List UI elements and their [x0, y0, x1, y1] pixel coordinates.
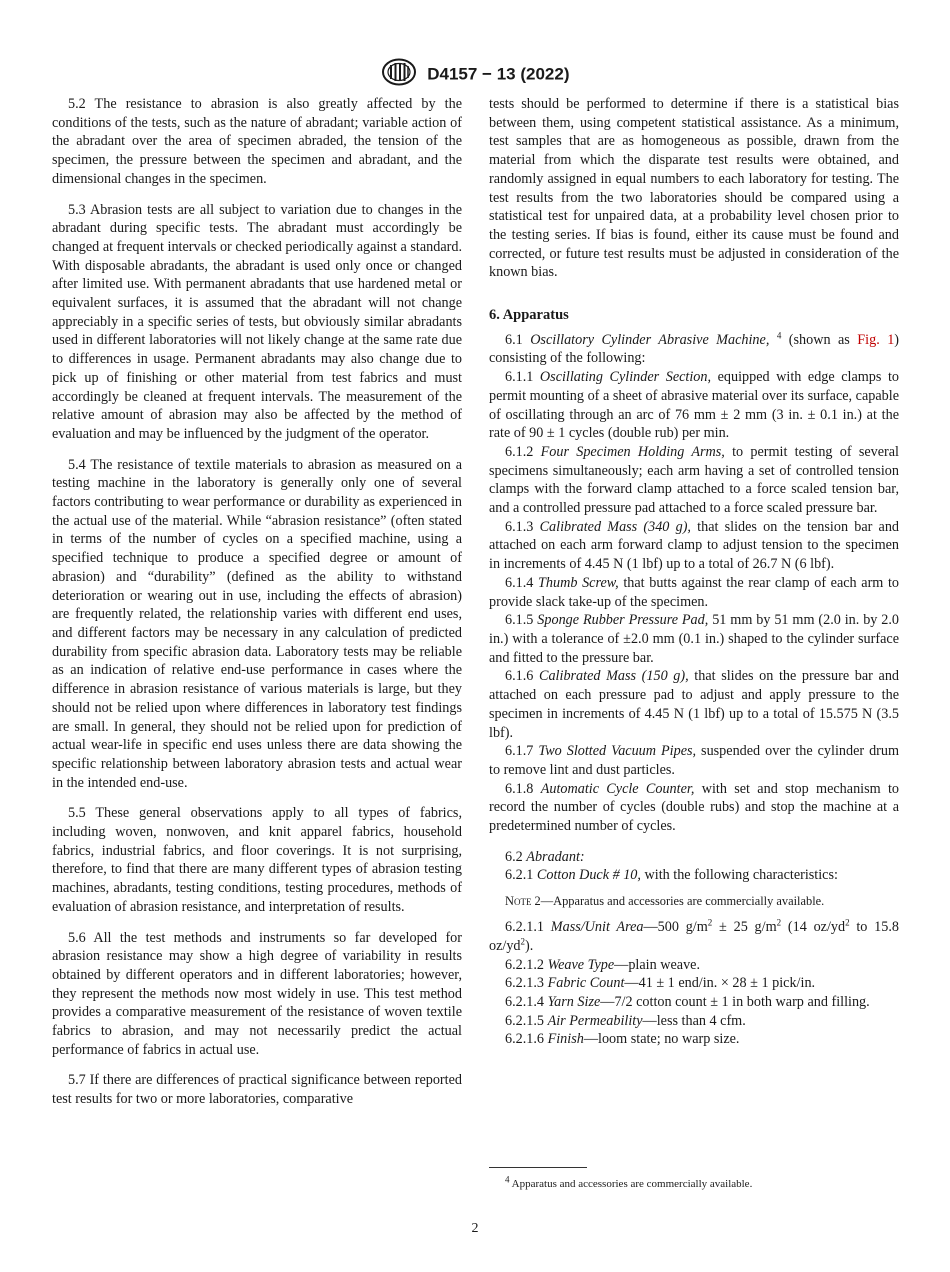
- section-5-3: 5.3 Abrasion tests are all subject to variation due to changes in the abradant during specific tests. The abradant must accordingly be changed at frequent intervals or checked periodically against a standard. With disposable abradants, the abradant is used only once or changed after limited use. With permanent abradants that use hardened metal or equivalent surfaces, it is assumed that the abradant will not change appreciably in a specific series of tests, but obviously similar abradants used in different laboratories will not likely change at the same rate due to differences in usage. Permanent abradants may also change due to pick up of finishing or other material from test fabrics and must accordingly be cleaned at frequent intervals. The measurement of the relative amount of abrasion may also be affected by the method of evaluation and may be influenced by the judgment of the operator.: [52, 201, 462, 442]
- section-6-2-1-5: 6.2.1.5 Air Permeability—less than 4 cfm.: [505, 1012, 746, 1029]
- section-5-5: 5.5 These general observations apply to all types of fabrics, including woven, nonwoven, and knit apparel fabrics, household fabrics, industrial fabrics, and floor coverings. It is not surprising, therefore, to find that there are many different types of abrasion testing machines, abradants, testing conditions, testing procedures, methods of evaluation of abrasion resistance, and interpretation of results.: [52, 805, 462, 915]
- section-6-2-1: 6.2.1 Cotton Duck # 10, with the following characteristics:: [505, 867, 838, 884]
- section-6-2-1-2: 6.2.1.2 Weave Type—plain weave.: [505, 956, 701, 973]
- section-5-7: 5.7 If there are differences of practical significance between reported test results for two or more laboratories, comparative: [52, 1072, 462, 1108]
- standard-designation: D4157 − 13 (2022): [427, 64, 570, 84]
- section-6-1-7: 6.1.7 Two Slotted Vacuum Pipes, suspended over the cylinder drum to remove lint and dust particles.: [489, 743, 900, 778]
- footnote-4: $^4$ Apparatus and accessories are commercially available.: [505, 1174, 753, 1190]
- figure-link[interactable]: Fig. 1: [857, 331, 895, 348]
- section-6-2: 6.2 Abradant:: [505, 848, 585, 865]
- section-6-1-4: 6.1.4 Thumb Screw, that butts against the rear clamp of each arm to provide slack take-up of the specimen.: [489, 574, 900, 610]
- astm-logo-icon: [381, 58, 417, 91]
- footnote-ref: 4: [776, 330, 782, 340]
- section-6-1-6: 6.1.6 Calibrated Mass (150 g), that slides on the pressure bar and attached on each pressure pad to adjust and apply pressure to the specimen in increments of 4.45 N (1 lbf) up to a total of 15.575 N (3.5 lbf).: [489, 668, 900, 741]
- section-5-4: 5.4 The resistance of textile materials to abrasion as measured on a testing machine in the laboratory is generally only one of several factors contributing to wear performance or durability as experienced in the actual use of the material. While “abrasion resistance” (often stated in terms of the number of cycles on a specified machine, using a specified technique to produce a specified degree or amount of abrasion) and “durability” (defined as the ability to withstand deterioration or wearing out in use, including the effects of abrasion) are frequently related, the relationship varies with different end uses, and different factors may be necessary in any calculation of predicted durability from specific abrasion data. Laboratory tests may be reliable as an indication of relative end-use performance in cases where the difference in abrasion resistance of various materials is large, but they should not be relied upon where differences in laboratory test findings are small. In general, they should not be relied upon for prediction of actual wear-life in specific end uses unless there are data showing the specific relationship between laboratory abrasion tests and actual wear in the intended end-use.: [52, 456, 462, 791]
- right-column: [489, 95, 899, 1049]
- section-6-1-1: 6.1.1 Oscillating Cylinder Section, equipped with edge clamps to permit mounting of a sheet of abrasive material over its surface, capable of oscillating through an arc of 76 mm ± 2 mm (3 in. ± 0.1 in.) at the rate of 90 ± 1 cycles (double rub) per min.: [489, 369, 899, 442]
- section-6-2-1-6: 6.2.1.6 Finish—loom state; no warp size.: [505, 1031, 740, 1048]
- section-6-1-8: 6.1.8 Automatic Cycle Counter, with set and stop mechanism to record the number of cycles (double rubs) and stop the machine at a predetermined number of cycles.: [489, 780, 899, 835]
- page-number: 2: [471, 1221, 479, 1236]
- section-5-7-continued: tests should be performed to determine if there is a statistical bias between them, using competent statistical assistance. As a minimum, test samples that are as homogeneous as possible, drawn from the material from which the disparate test results were obtained, and randomly assigned in equal numbers to each laboratory for testing. The test results from the two laboratories should be compared using a statistical test for unpaired data, at a probability level chosen prior to the testing series. If bias is found, either its cause must be found and corrected, or future test results must be adjusted in consideration of the known bias.: [489, 96, 899, 281]
- note-2: Note 2—Apparatus and accessories are commercially available.: [505, 894, 825, 909]
- section-6-2-1-1: 6.2.1.1 Mass/Unit Area—500 $g/m^2 \pm 25$ $g/m^2$ (14 $oz/yd^2$ to 15.8 $oz/yd^2$).: [489, 917, 899, 954]
- footnote-divider: [489, 1167, 587, 1168]
- section-6-2-1-4: 6.2.1.4 Yarn Size—7/2 cotton count ± 1 in both warp and filling.: [505, 993, 870, 1010]
- section-6-heading: 6. Apparatus: [489, 307, 569, 324]
- section-6-1: 6.1 Oscillatory Cylinder Abrasive Machine, $^4$ (shown as Fig. 1) consisting of the following:: [489, 330, 900, 367]
- section-5-6: 5.6 All the test methods and instruments so far developed for abrasion resistance may show a high degree of variability in results obtained by different operators and in different laboratories; however, they represent the methods now most widely in use. This test method provides a comparative measurement of the resistance of woven textile fabrics to abrasion, and may not necessarily predict the actual performance of fabrics in actual use.: [52, 929, 462, 1058]
- section-6-2-1-3: 6.2.1.3 Fabric Count—41 ± 1 end/in. × 28 ± 1 pick/in.: [505, 975, 816, 992]
- page-header: [0, 58, 950, 91]
- section-6-1-3: 6.1.3 Calibrated Mass (340 g), that slides on the tension bar and attached on each arm forward clamp to adjust tension to the specimen in increments of 4.45 N (1 lbf) up to a total of 26.7 N (6 lbf).: [489, 518, 900, 573]
- section-6-1-5: 6.1.5 Sponge Rubber Pressure Pad, 51 mm by 51 mm (2.0 in. by 2.0 in.) with a tolerance of ±2.0 mm (0.1 in.) shaped to the cylinder surface and fitted to the pressure bar.: [489, 612, 900, 666]
- section-6-1-2: 6.1.2 Four Specimen Holding Arms, to permit testing of several specimens simultaneously; each arm having a set of controlled tension clamps with the forward clamp attached to a force scaled tension bar, and a controlled pressure pad attached to a force scaled pressure bar.: [489, 443, 899, 517]
- section-5-2: 5.2 The resistance to abrasion is also greatly affected by the conditions of the tests, such as the nature of abradant; variable action of the abradant over the area of specimen abraded, the tension of the specimen, the pressure between the specimen and abradant, and the dimensional changes in the specimen.: [52, 96, 462, 187]
- left-column: [52, 95, 462, 1109]
